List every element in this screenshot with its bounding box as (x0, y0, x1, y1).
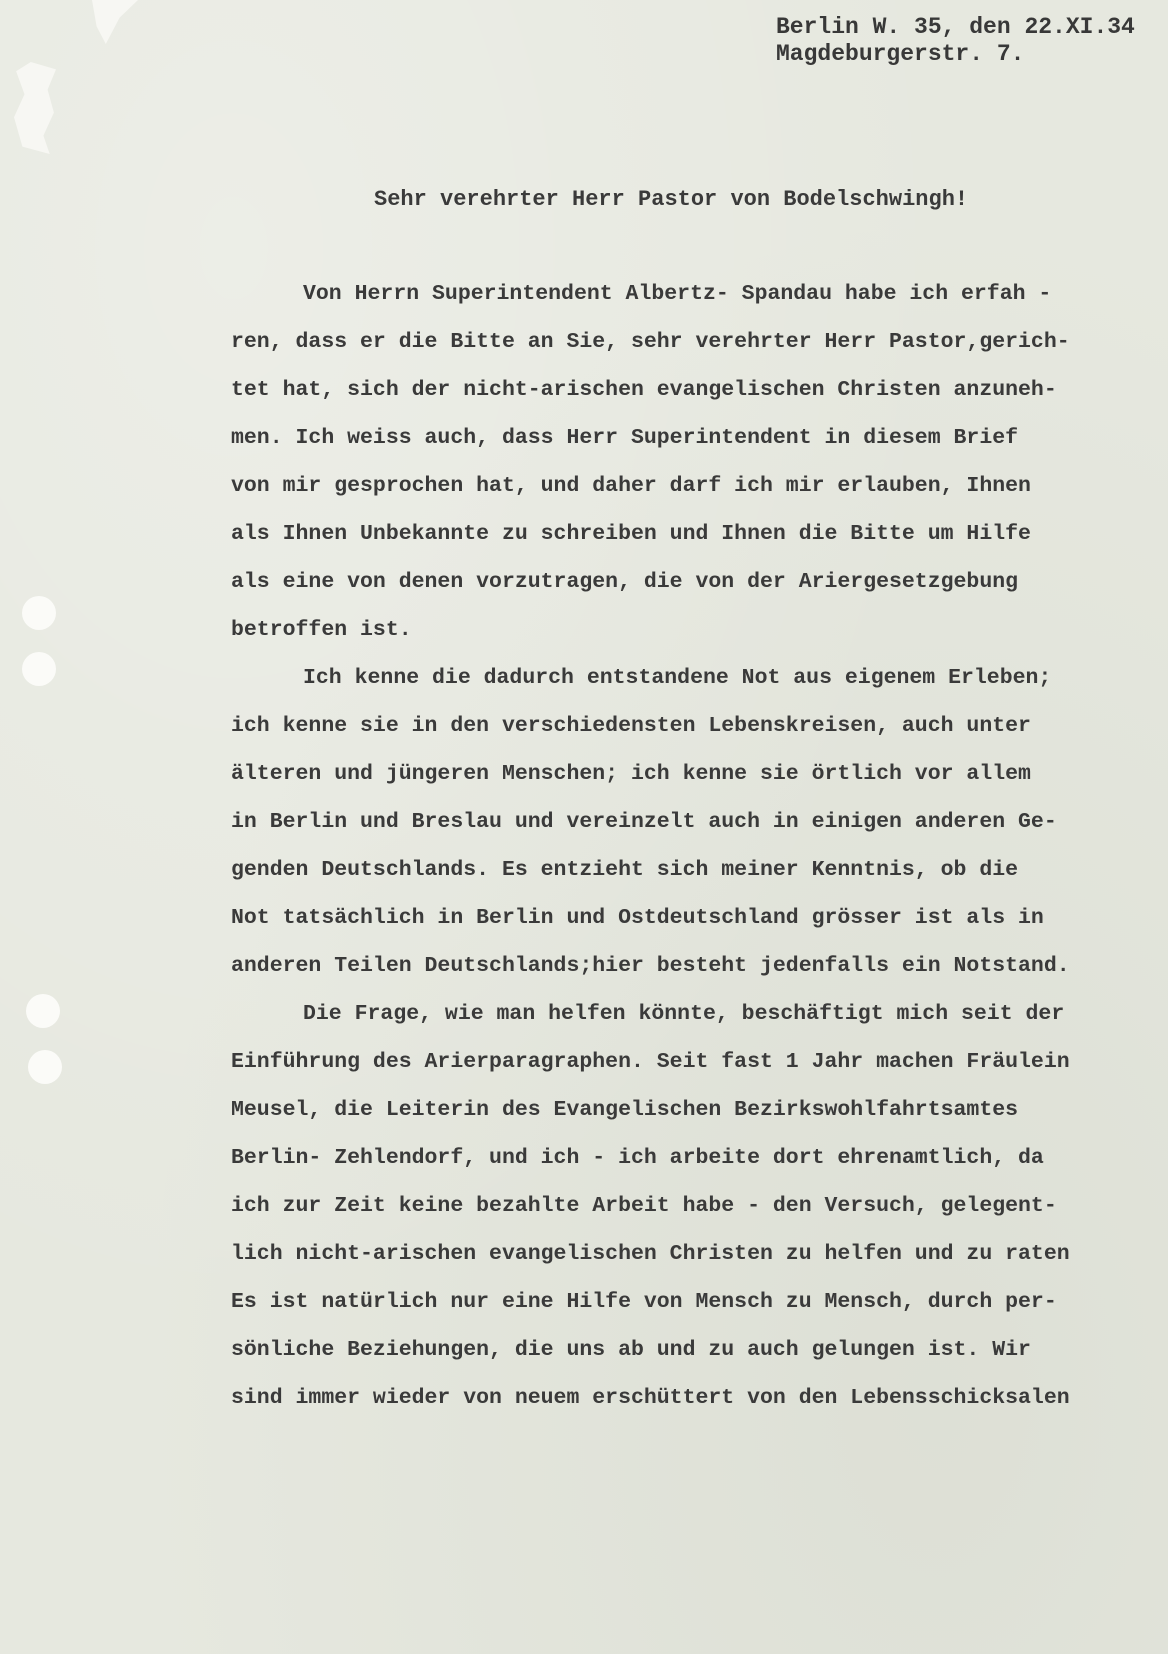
body-line: Einführung des Arierparagraphen. Seit fast 1 Jahr machen Fräulein (231, 1050, 1070, 1074)
body-line: ich zur Zeit keine bezahlte Arbeit habe - den Versuch, gelegent- (231, 1194, 1057, 1218)
salutation: Sehr verehrter Herr Pastor von Bodelschwingh! (374, 187, 969, 212)
punch-hole-1 (22, 596, 56, 630)
body-line: lich nicht-arischen evangelischen Christen zu helfen und zu raten (231, 1242, 1070, 1266)
punch-hole-3 (26, 994, 60, 1028)
body-line: Von Herrn Superintendent Albertz- Spandau habe ich erfah - (303, 282, 1052, 306)
street-address: Magdeburgerstr. 7. (776, 41, 1025, 67)
body-line: von mir gesprochen hat, und daher darf ich mir erlauben, Ihnen (231, 474, 1031, 498)
body-line: als eine von denen vorzutragen, die von der Ariergesetzgebung (231, 570, 1019, 594)
place-date: Berlin W. 35, den 22.XI.34 (776, 14, 1135, 40)
body-line: Berlin- Zehlendorf, und ich - ich arbeite dort ehrenamtlich, da (231, 1146, 1044, 1170)
body-line: sönliche Beziehungen, die uns ab und zu auch gelungen ist. Wir (231, 1338, 1031, 1362)
body-line: anderen Teilen Deutschlands;hier besteht jedenfalls ein Notstand. (231, 954, 1070, 978)
body-line: Not tatsächlich in Berlin und Ostdeutschland grösser ist als in (231, 906, 1044, 930)
body-line: Es ist natürlich nur eine Hilfe von Mensch zu Mensch, durch per- (231, 1290, 1057, 1314)
paper-tear-top (92, 0, 138, 44)
punch-hole-2 (22, 652, 56, 686)
body-line: betroffen ist. (231, 618, 412, 642)
body-line: Ich kenne die dadurch entstandene Not aus eigenem Erleben; (303, 666, 1052, 690)
body-line: ich kenne sie in den verschiedensten Lebenskreisen, auch unter (231, 714, 1031, 738)
body-line: sind immer wieder von neuem erschüttert von den Lebensschicksalen (231, 1386, 1070, 1410)
letter-header (776, 14, 1135, 68)
body-line: men. Ich weiss auch, dass Herr Superintendent in diesem Brief (231, 426, 1019, 450)
body-line: Meusel, die Leiterin des Evangelischen Bezirkswohlfahrtsamtes (231, 1098, 1019, 1122)
punch-hole-4 (28, 1050, 62, 1084)
body-line: tet hat, sich der nicht-arischen evangelischen Christen anzuneh- (231, 378, 1057, 402)
body-line: älteren und jüngeren Menschen; ich kenne sie örtlich vor allem (231, 762, 1031, 786)
body-line: als Ihnen Unbekannte zu schreiben und Ihnen die Bitte um Hilfe (231, 522, 1031, 546)
body-line: ren, dass er die Bitte an Sie, sehr verehrter Herr Pastor,gerich- (231, 330, 1070, 354)
body-line: in Berlin und Breslau und vereinzelt auch in einigen anderen Ge- (231, 810, 1057, 834)
paper-tear-left (14, 62, 56, 154)
body-line: Die Frage, wie man helfen könnte, beschäftigt mich seit der (303, 1002, 1065, 1026)
letter-body (231, 280, 1168, 1432)
body-line: genden Deutschlands. Es entzieht sich meiner Kenntnis, ob die (231, 858, 1019, 882)
